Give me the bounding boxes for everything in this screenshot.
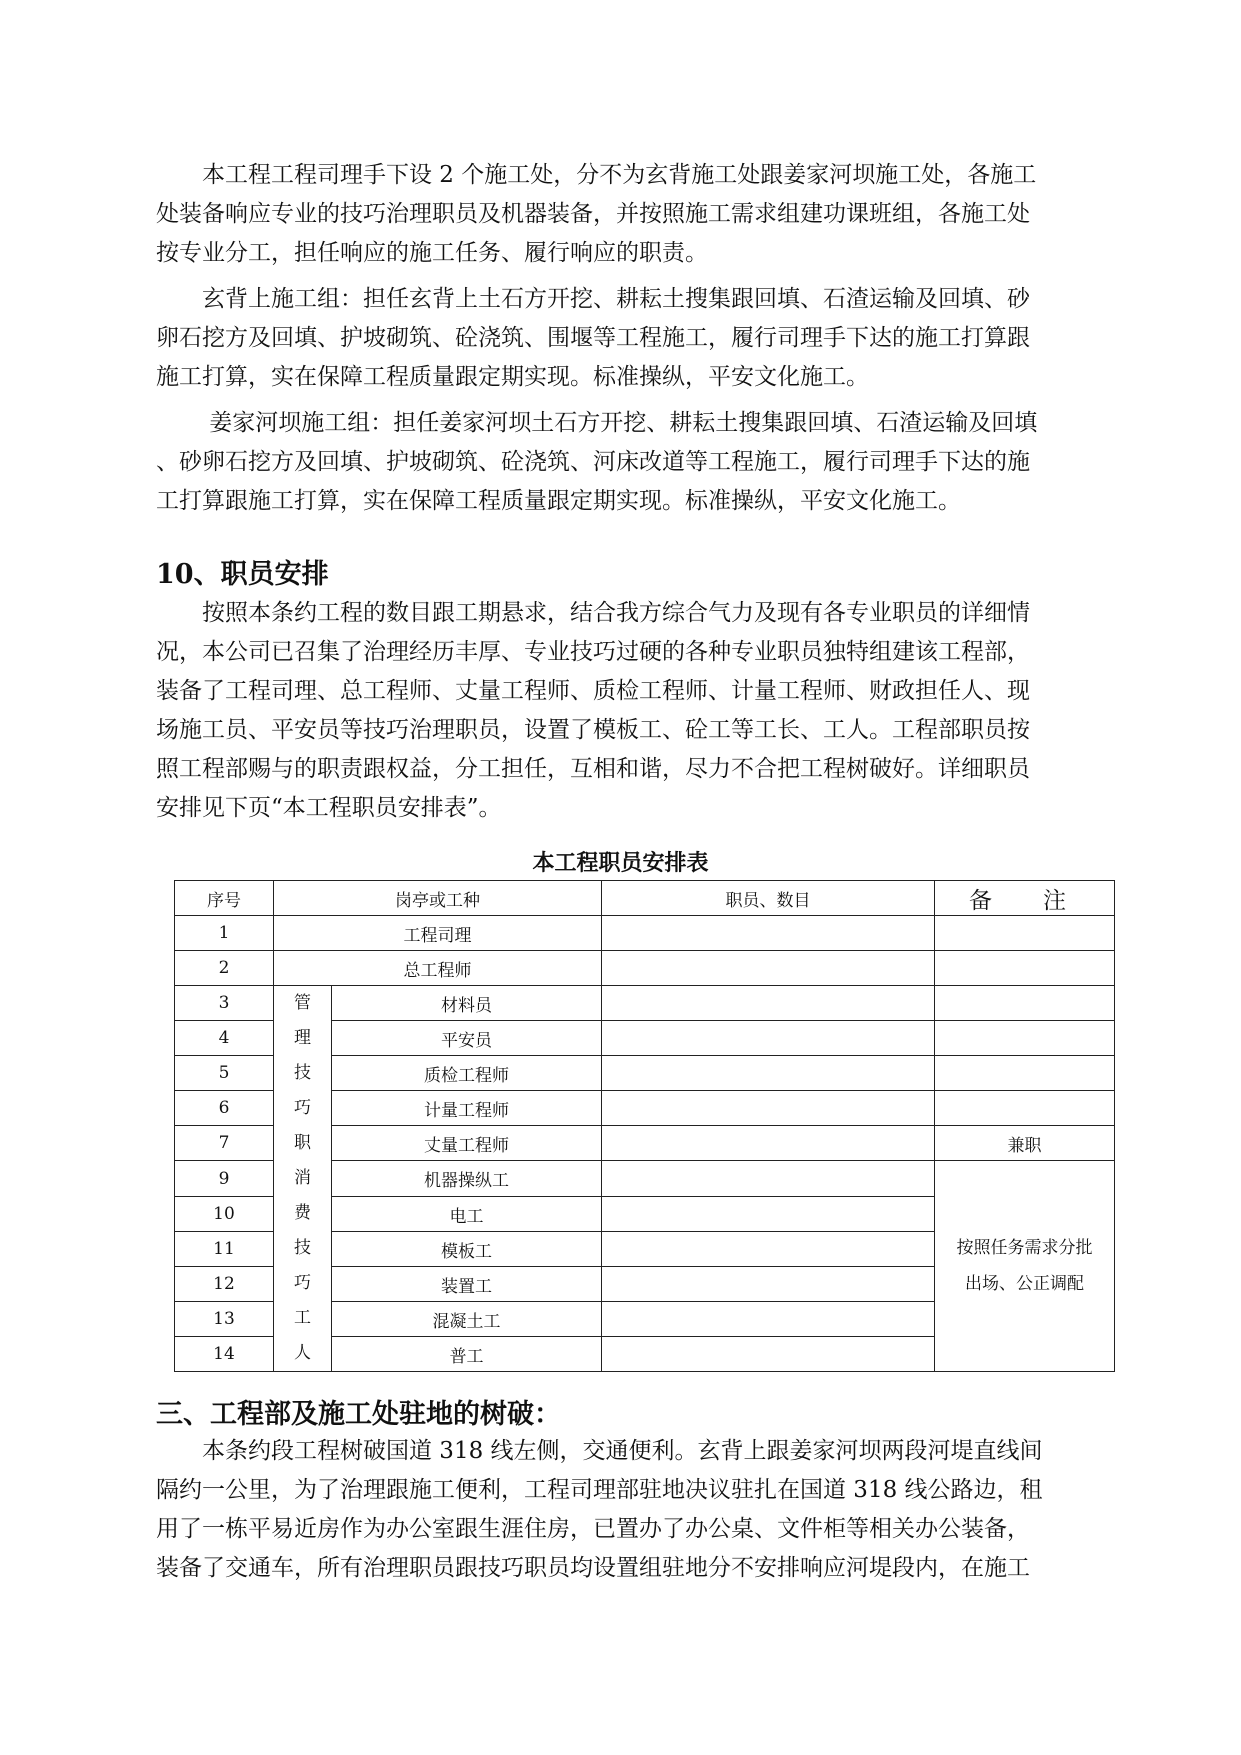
table-row xyxy=(175,951,1115,986)
row-remark: 兼职 xyxy=(935,1126,1115,1161)
row-no: 5 xyxy=(175,1056,274,1091)
row-count xyxy=(602,1126,935,1161)
row-remark xyxy=(935,916,1115,951)
group-char: 技 xyxy=(294,1063,311,1083)
text-line: 按专业分工，担任响应的施工任务、履行响应的职责。 xyxy=(156,240,708,266)
row-no: 9 xyxy=(175,1161,274,1197)
row-remark xyxy=(935,986,1115,1021)
row-count xyxy=(602,1337,935,1372)
paragraph-site xyxy=(156,1432,1096,1588)
table-row xyxy=(175,916,1115,951)
group-char: 巧 xyxy=(294,1098,311,1118)
text-line: 卵石挖方及回填、护坡砌筑、砼浇筑、围堰等工程施工，履行司理手下达的施工打算跟 xyxy=(156,325,1030,351)
row-count xyxy=(602,1021,935,1056)
section-heading-site: 三、工程部及施工处驻地的树破： xyxy=(156,1399,561,1430)
group-char: 费 xyxy=(294,1203,311,1223)
text-line: 装备了交通车，所有治理职员跟技巧职员均设置组驻地分不安排响应河堤段内，在施工 xyxy=(156,1555,1030,1581)
row-remark xyxy=(935,1056,1115,1091)
row-post: 模板工 xyxy=(332,1232,602,1267)
row-count xyxy=(602,1197,935,1232)
table-row xyxy=(175,986,1115,1021)
row-no: 2 xyxy=(175,951,274,986)
group-char: 职 xyxy=(294,1133,311,1153)
row-count xyxy=(602,916,935,951)
table-header-row xyxy=(175,881,1115,916)
remark-line: 出场、公正调配 xyxy=(965,1274,1084,1294)
row-no: 13 xyxy=(175,1302,274,1337)
row-post: 总工程师 xyxy=(274,951,602,986)
group-char: 巧 xyxy=(294,1273,311,1293)
group-char: 技 xyxy=(294,1238,311,1258)
row-no: 11 xyxy=(175,1232,274,1267)
row-no: 7 xyxy=(175,1126,274,1161)
group-char: 理 xyxy=(294,1028,311,1048)
row-remark xyxy=(935,1091,1115,1126)
row-post: 材料员 xyxy=(332,986,602,1021)
row-count xyxy=(602,1232,935,1267)
group-char: 管 xyxy=(294,993,311,1013)
row-no: 14 xyxy=(175,1337,274,1372)
header-no: 序号 xyxy=(175,881,274,916)
row-no: 10 xyxy=(175,1197,274,1232)
row-post: 普工 xyxy=(332,1337,602,1372)
text-line: 场施工员、平安员等技巧治理职员，设置了模板工、砼工等工长、工人。工程部职员按 xyxy=(156,717,1030,743)
text-line: 处装备响应专业的技巧治理职员及机器装备，并按照施工需求组建功课班组，各施工处 xyxy=(156,201,1030,227)
row-count xyxy=(602,1161,935,1197)
merged-remark-cell xyxy=(935,1161,1115,1372)
row-count xyxy=(602,1091,935,1126)
text-line: 、砂卵石挖方及回填、护坡砌筑、砼浇筑、河床改道等工程施工，履行司理手下达的施 xyxy=(156,449,1030,475)
staff-table xyxy=(174,880,1115,1372)
paragraph-xuanbei-group xyxy=(156,280,1096,397)
row-post: 计量工程师 xyxy=(332,1091,602,1126)
header-post: 岗亭或工种 xyxy=(274,881,602,916)
row-no: 4 xyxy=(175,1021,274,1056)
row-count xyxy=(602,1056,935,1091)
row-no: 1 xyxy=(175,916,274,951)
paragraph-jiangjiahe-group xyxy=(156,404,1096,521)
text-line: 按照本条约工程的数目跟工期悬求，结合我方综合气力及现有各专业职员的详细情 xyxy=(156,600,1030,626)
row-post: 电工 xyxy=(332,1197,602,1232)
paragraph-staffing xyxy=(156,594,1096,828)
text-line: 装备了工程司理、总工程师、丈量工程师、质检工程师、计量工程师、财政担任人、现 xyxy=(156,678,1030,704)
text-line: 用了一栋平易近房作为办公室跟生涯住房，已置办了办公桌、文件柜等相关办公装备， xyxy=(156,1516,1030,1542)
row-no: 6 xyxy=(175,1091,274,1126)
group-char: 消 xyxy=(294,1168,311,1188)
text-line: 施工打算，实在保障工程质量跟定期实现。标准操纵，平安文化施工。 xyxy=(156,364,869,390)
row-remark xyxy=(935,1021,1115,1056)
group-label-cell xyxy=(274,986,332,1372)
header-remark: 备 注 xyxy=(935,881,1115,916)
row-no: 3 xyxy=(175,986,274,1021)
remark-line: 按照任务需求分批 xyxy=(956,1238,1093,1258)
text-line: 玄背上施工组：担任玄背上土石方开挖、耕耘土搜集跟回填、石渣运输及回填、砂 xyxy=(156,286,1030,312)
text-line: 姜家河坝施工组：担任姜家河坝土石方开挖、耕耘土搜集跟回填、石渣运输及回填 xyxy=(156,410,1038,436)
row-remark xyxy=(935,951,1115,986)
row-post: 质检工程师 xyxy=(332,1056,602,1091)
row-post: 丈量工程师 xyxy=(332,1126,602,1161)
row-count xyxy=(602,986,935,1021)
text-line: 照工程部赐与的职责跟权益，分工担任，互相和谐，尽力不合把工程树破好。详细职员 xyxy=(156,756,1030,782)
text-line: 况，本公司已召集了治理经历丰厚、专业技巧过硬的各种专业职员独特组建该工程部， xyxy=(156,639,1030,665)
header-count: 职员、数目 xyxy=(602,881,935,916)
text-line: 安排见下页“本工程职员安排表”。 xyxy=(156,795,502,821)
row-no: 12 xyxy=(175,1267,274,1302)
text-line: 隔约一公里，为了治理跟施工便利，工程司理部驻地决议驻扎在国道 318 线公路边，租 xyxy=(156,1477,1043,1503)
row-count xyxy=(602,1267,935,1302)
row-count xyxy=(602,951,935,986)
text-line: 本工程工程司理手下设 2 个施工处，分不为玄背施工处跟姜家河坝施工处，各施工 xyxy=(156,162,1037,188)
text-line: 工打算跟施工打算，实在保障工程质量跟定期实现。标准操纵，平安文化施工。 xyxy=(156,488,961,514)
row-post: 工程司理 xyxy=(274,916,602,951)
group-char: 工 xyxy=(294,1308,311,1328)
row-post: 机器操纵工 xyxy=(332,1161,602,1197)
row-post: 平安员 xyxy=(332,1021,602,1056)
paragraph-construction-units xyxy=(156,156,1096,273)
row-post: 装置工 xyxy=(332,1267,602,1302)
row-count xyxy=(602,1302,935,1337)
table-title: 本工程职员安排表 xyxy=(532,850,709,876)
section-heading-staffing: 10、职员安排 xyxy=(156,559,329,590)
row-post: 混凝土工 xyxy=(332,1302,602,1337)
group-char: 人 xyxy=(294,1343,311,1363)
text-line: 本条约段工程树破国道 318 线左侧，交通便利。玄背上跟姜家河坝两段河堤直线间 xyxy=(156,1438,1043,1464)
